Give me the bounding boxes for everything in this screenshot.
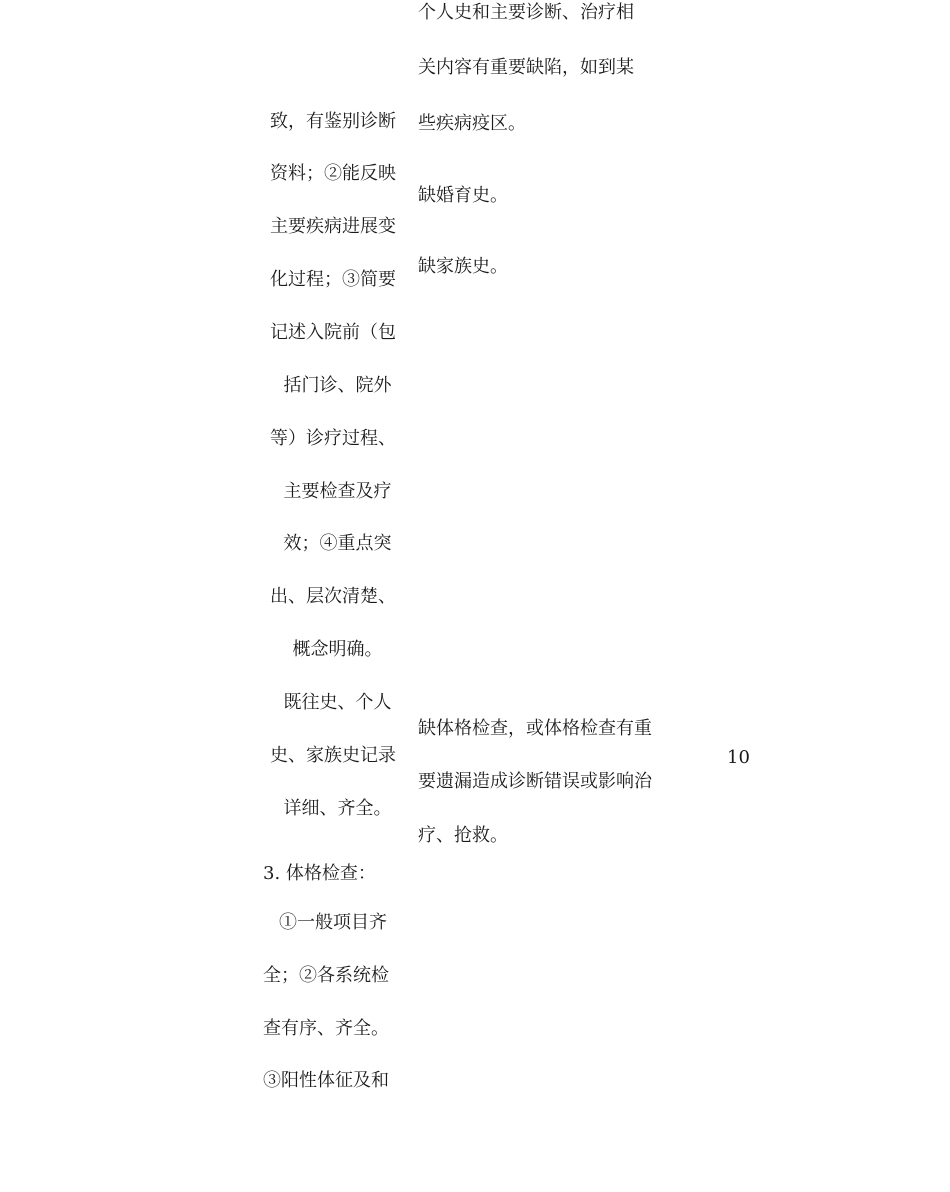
standards-line: 记述入院前（包 (270, 322, 396, 343)
standards-line: 全；②各系统检 (263, 965, 389, 986)
standards-line: 史、家族史记录 (270, 745, 396, 766)
standards-line: 等）诊疗过程、 (270, 428, 396, 449)
standards-line: 致，有鉴别诊断 (270, 111, 396, 132)
standards-line: 既往史、个人 (283, 692, 392, 713)
standards-line: ①一般项目齐 (279, 912, 387, 933)
deduction-line: 要遗漏造成诊断错误或影响治 (418, 771, 652, 792)
standards-line: 主要检查及疗 (283, 481, 392, 502)
standards-line: ③阳性体征及和 (263, 1070, 389, 1091)
deduction-line: 些疾病疫区。 (418, 113, 526, 134)
standards-line: 效；④重点突 (283, 533, 392, 554)
standards-line: 化过程；③简要 (270, 269, 396, 290)
standards-line: 括门诊、院外 (283, 375, 392, 396)
score-value: 10 (727, 747, 750, 768)
standards-line: 主要疾病进展变 (270, 216, 396, 237)
standards-line: 资料；②能反映 (270, 163, 396, 184)
standards-line: 概念明确。 (292, 639, 383, 660)
deduction-line: 个人史和主要诊断、治疗相 (418, 2, 634, 23)
deduction-line: 疗、抢救。 (418, 825, 508, 846)
standards-line: 查有序、齐全。 (263, 1018, 389, 1039)
section-heading: 3. 体格检查： (263, 863, 376, 884)
deduction-line: 缺家族史。 (418, 256, 508, 277)
standards-line: 出、层次清楚、 (270, 586, 396, 607)
standards-line: 详细、齐全。 (283, 798, 392, 819)
deduction-line: 缺婚育史。 (418, 185, 508, 206)
deduction-line: 关内容有重要缺陷，如到某 (418, 57, 634, 78)
deduction-line: 缺体格检查，或体格检查有重 (418, 718, 652, 739)
